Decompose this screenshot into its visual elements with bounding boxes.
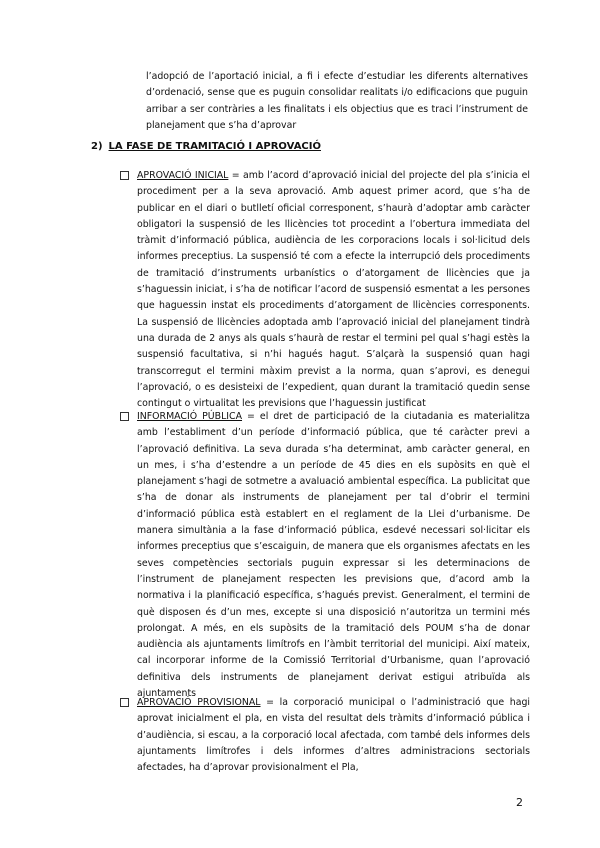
list-item-term: INFORMACIÓ PÚBLICA [137, 411, 243, 422]
checkbox-bullet-icon [120, 412, 129, 421]
list-item-body [137, 409, 530, 702]
list-item-informacio-publica [120, 409, 530, 702]
list-item-body [137, 695, 530, 776]
list-item-aprovacio-inicial [120, 168, 530, 412]
checkbox-bullet-icon [120, 698, 129, 707]
list-item-text: = amb l’acord d’aprovació inicial del projecte del pla s’inicia el procediment per a la seva aprovació. Amb aquest primer acord, que s’ha de publicar en el diari o butlletí oficial corresponent, s’haurà d’adoptar amb caràcter obligatori la suspensió de les llicències tot procedint a l’obertura immediata del tràmit d’informació pública, audiència de les corporacions locals i sol·licitud dels informes preceptius. La suspensió té com a efecte la interrupció dels procediments de tramitació d’instruments urbanístics o d’atorgament de llicències que ja s’haguessin iniciat, i s’ha de notificar l’acord de suspensió esmentat a les persones que haguessin instat els procediments d’atorgament de llicències corresponents. La suspensió de llicències adoptada amb l’aprovació inicial del planejament tindrà una durada de 2 anys als quals s’haurà de restar el termini pel qual s’hagi estès la suspensió facultativa, si n’hi hagués hagut. S’alçarà la suspensió quan hagi transcorregut el termini màxim previst a la norma, quan s’aprovi, es denegui l’aprovació, o es desisteixi de l’expedient, quan durant la tramitació quedin sense contingut o virtualitat les previsions que l’haguessin justificat [137, 170, 530, 410]
section-number: 2) [91, 141, 103, 152]
list-item-term: APROVACIÓ PROVISIONAL [137, 697, 261, 708]
section-heading [91, 141, 321, 152]
list-item-text: = el dret de participació de la ciutadania es materialitza amb l’establiment d’un període d’informació pública, que té caràcter previ a l’aprovació definitiva. La seva durada s’ha determinat, amb caràcter general, en un mes, i s’ha d’estendre a un període de 45 dies en els supòsits en què el planejament s’hagi de sotmetre a avaluació ambiental específica. La publicitat que s’ha de donar als instruments de planejament per tal d’obrir el termini d’informació pública està establert en el reglament de la Llei d’urbanisme. De manera simultània a la fase d’informació pública, esdevé necessari sol·licitar els informes preceptius que s’escaiguin, de manera que els organismes afectats en les seves competències sectorials puguin expressar si les determinacions de l’instrument de planejament respecten les previsions que, d’acord amb la normativa i la planificació específica, s’hagués previst. Generalment, el termini de què disposen és d’un mes, excepte si una disposició n’autoritza un termini més prolongat. A més, en els supòsits de la tramitació dels POUM s’ha de donar audiència als ajuntaments limítrofs en l’àmbit territorial del municipi. Així mateix, cal incorporar informe de la Comissió Territorial d’Urbanisme, quan l’aprovació definitiva dels instruments de planejament derivat estigui atribuïda als ajuntaments [137, 411, 530, 700]
list-item-text: = la corporació municipal o l’administració que hagi aprovat inicialment el pla, en vista del resultat dels tràmits d’informació pública i d’audiència, si escau, a la corporació local afectada, com també dels informes dels ajuntaments limítrofes i dels informes d’altres administracions sectorials afectades, ha d’aprovar provisionalment el Pla, [137, 697, 530, 774]
list-item-body [137, 168, 530, 412]
intro-paragraph: l’adopció de l’aportació inicial, a fi i efecte d’estudiar les diferents alternatives d’ordenació, sense que es puguin consolidar realitats i/o edificacions que puguin arribar a ser contràries a les finalitats i els objectius que es traci l’instrument de planejament que s’ha d’aprovar [146, 71, 528, 131]
section-title: LA FASE DE TRAMITACIÓ I APROVACIÓ [108, 141, 321, 152]
list-item-term: APROVACIÓ INICIAL [137, 170, 229, 181]
page-number: 2 [516, 796, 523, 809]
list-item-aprovacio-provisional [120, 695, 530, 776]
checkbox-bullet-icon [120, 171, 129, 180]
